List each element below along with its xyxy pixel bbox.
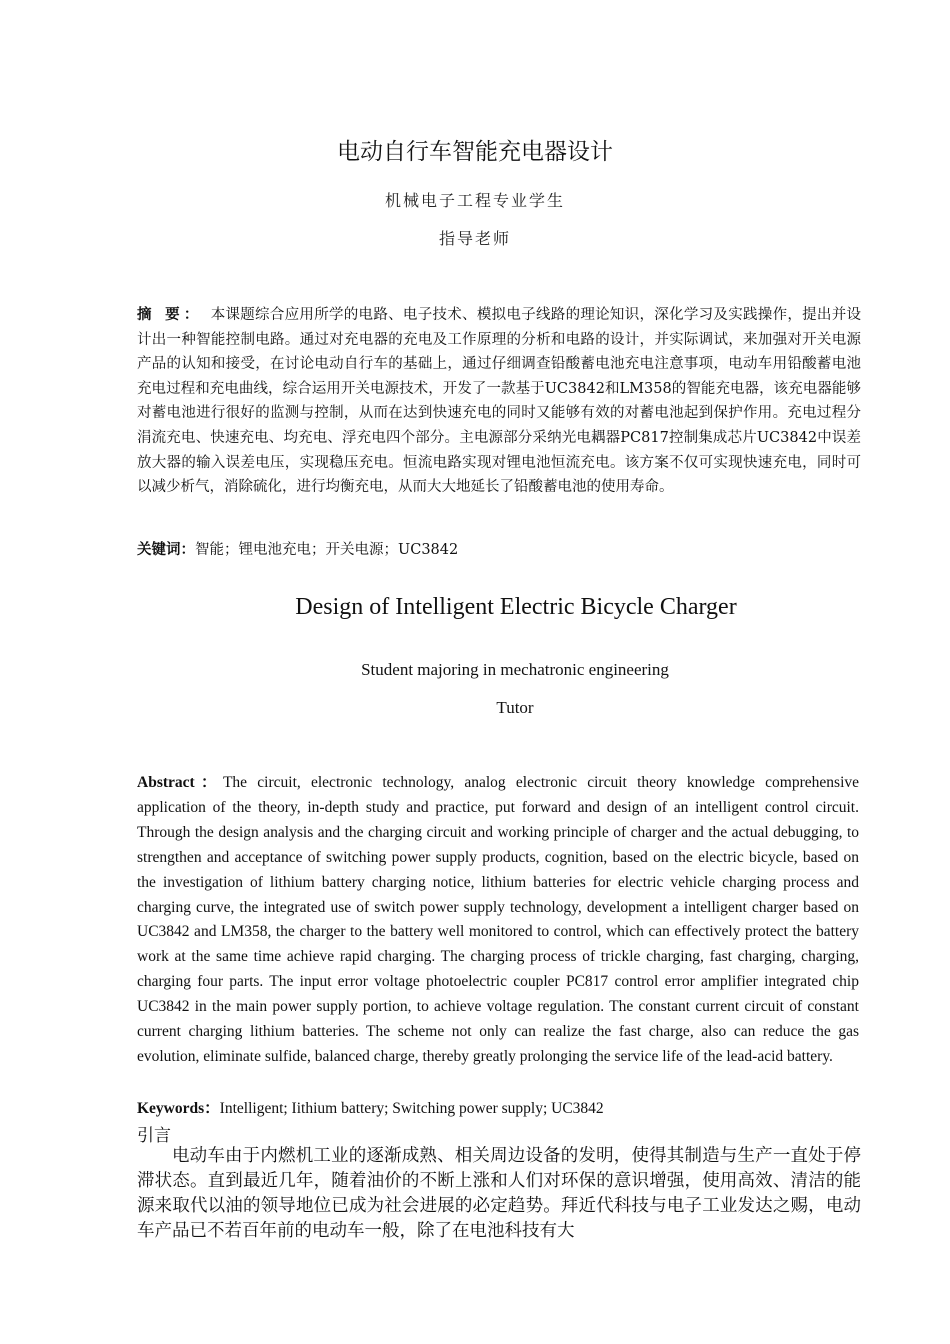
english-keywords-text: Intelligent; Iithium battery; Switching power supply; UC3842 (219, 1100, 604, 1117)
english-abstract-text: The circuit, electronic technology, analog electronic circuit theory knowledge comprehensive application of the theory, in-depth study and practice, put forward and design of an intelligent control circuit. Through the design analysis and the charging circuit and working principle of charger and the actual debugging, to strengthen and acceptance of switching power supply products, cognition, based on the electric bicycle, based on the investigation of lithium battery charging notice, lithium batteries for electric vehicle charging process and charging curve, the integrated use of switch power supply technology, development a intelligent charger based on UC3842 and LM358, the charger to the battery well monitored to control, which can effectively protect the battery work at the same time achieve rapid charging. The charging process of trickle charging, fast charging, charging, charging four parts. The input error voltage photoelectric coupler PC817 control error amplifier integrated chip UC3842 in the main power supply portion, to achieve voltage regulation. The constant current circuit of constant current charging lithium batteries. The scheme not only can realize the fast charge, also can reduce the gas evolution, eliminate sulfide, balanced charge, thereby greatly prolonging the service life of the lead-acid battery. (137, 774, 860, 1065)
english-keywords (137, 1096, 859, 1118)
chinese-abstract-text: 本课题综合应用所学的电路、电子技术、模拟电子线路的理论知识，深化学习及实践操作，提出并设计出一种智能控制电路。通过对充电器的充电及工作原理的分析和电路的设计，并实际调试，来加强对开关电源产品的认知和接受，在讨论电动自行车的基础上，通过仔细调查铅酸蓄电池充电注意事项，电动车用铅酸蓄电池充电过程和充电曲线，综合运用开关电源技术，开发了一款基于UC3842和LM358的智能充电器，该充电器能够对蓄电池进行很好的监测与控制，从而在达到快速充电的同时又能够有效的对蓄电池起到保护作用。充电过程分涓流充电、快速充电、均充电、浮充电四个部分。主电源部分采纳光电耦器PC817控制集成芯片UC3842中误差放大器的输入误差电压，实现稳压充电。恒流电路实现对锂电池恒流充电。该方案不仅可实现快速充电，同时可以减少析气，消除硫化，进行均衡充电，从而大大地延长了铅酸蓄电池的使用寿命。 (137, 307, 861, 496)
english-keywords-label: Keywords： (137, 1100, 220, 1117)
chinese-author-line: 机械电子工程专业学生 (384, 191, 565, 210)
english-title: Design of Intelligent Electric Bicycle Charger (295, 594, 737, 620)
english-abstract-label: Abstract： (137, 774, 223, 791)
english-tutor-line: Tutor (496, 698, 534, 717)
chinese-tutor-line: 指导老师 (438, 229, 511, 248)
chinese-keywords-text: 智能；锂电池充电；开关电源；UC3842 (195, 542, 459, 558)
introduction-heading: 引言 (137, 1126, 171, 1146)
chinese-keywords-label: 关键词： (137, 542, 195, 558)
chinese-abstract (137, 303, 861, 500)
english-author-line: Student majoring in mechatronic engineering (361, 660, 669, 679)
chinese-keywords (137, 538, 861, 559)
english-abstract (137, 771, 859, 1070)
introduction-paragraph: 电动车由于内燃机工业的逐渐成熟、相关周边设备的发明，使得其制造与生产一直处于停滞状态。直到最近几年，随着油价的不断上涨和人们对环保的意识增强，使用高效、清洁的能源来取代以油的领导地位已成为社会进展的必定趋势。拜近代科技与电子工业发达之赐，电动车产品已不若百年前的电动车一般，除了在电池科技有大 (137, 1146, 861, 1241)
chinese-abstract-label: 摘 要： (137, 307, 203, 323)
chinese-title: 电动自行车智能充电器设计 (337, 139, 613, 165)
